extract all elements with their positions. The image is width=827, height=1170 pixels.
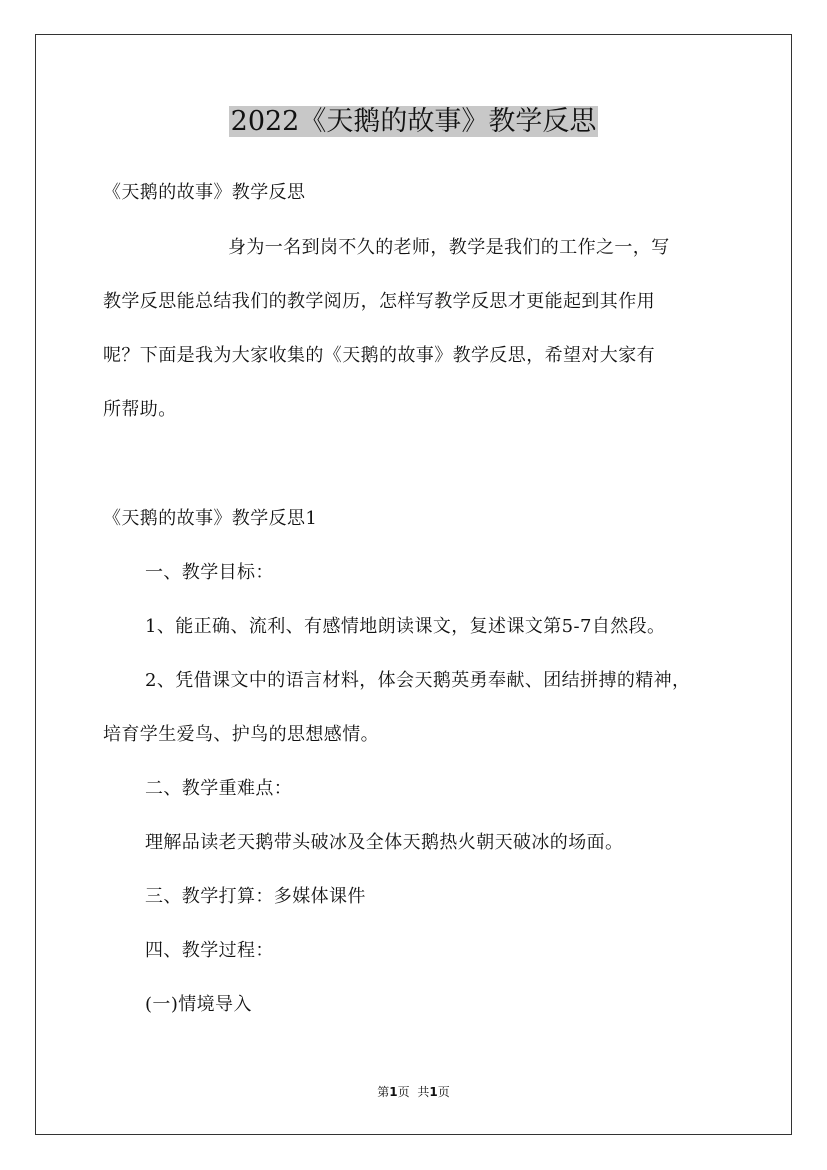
intro-line-4: 所帮助。 [103,399,177,420]
document-title-text: 2022《天鹅的故事》教学反思 [230,106,597,137]
footer-prefix: 第 [377,1085,390,1099]
intro-line-1: 身为一名到岗不久的老师，教学是我们的工作之一，写 [228,237,670,258]
process-step-1: (一)情境导入 [145,994,252,1015]
process-heading: 四、教学过程： [145,940,274,961]
objective-2-line-2: 培育学生爱鸟、护鸟的思想感情。 [103,724,379,745]
page-footer [0,1084,827,1100]
intro-line-3: 呢？下面是我为大家收集的《天鹅的故事》教学反思，希望对大家有 [103,345,655,366]
objective-2-line-1: 2、凭借课文中的语言材料，体会天鹅英勇奉献、团结拼搏的精神， [145,670,691,691]
key-points-text: 理解品读老天鹅带头破冰及全体天鹅热火朝天破冰的场面。 [145,832,624,853]
footer-total-prefix: 共 [417,1085,430,1099]
intro-line-2: 教学反思能总结我们的教学阅历，怎样写教学反思才更能起到其作用 [103,291,655,312]
subtitle-line: 《天鹅的故事》教学反思 [103,182,306,203]
footer-total-pages: 1 [429,1085,438,1099]
key-points-heading: 二、教学重难点： [145,778,293,799]
footer-page-suffix: 页 [397,1085,410,1099]
preparation-line: 三、教学打算：多媒体课件 [145,886,366,907]
document-title [0,100,827,144]
objectives-heading: 一、教学目标： [145,562,274,583]
objective-1: 1、能正确、流利、有感情地朗读课文，复述课文第5-7自然段。 [145,616,666,637]
section-heading: 《天鹅的故事》教学反思1 [103,508,318,529]
footer-total-suffix: 页 [437,1085,450,1099]
footer-page-number: 1 [389,1085,398,1099]
